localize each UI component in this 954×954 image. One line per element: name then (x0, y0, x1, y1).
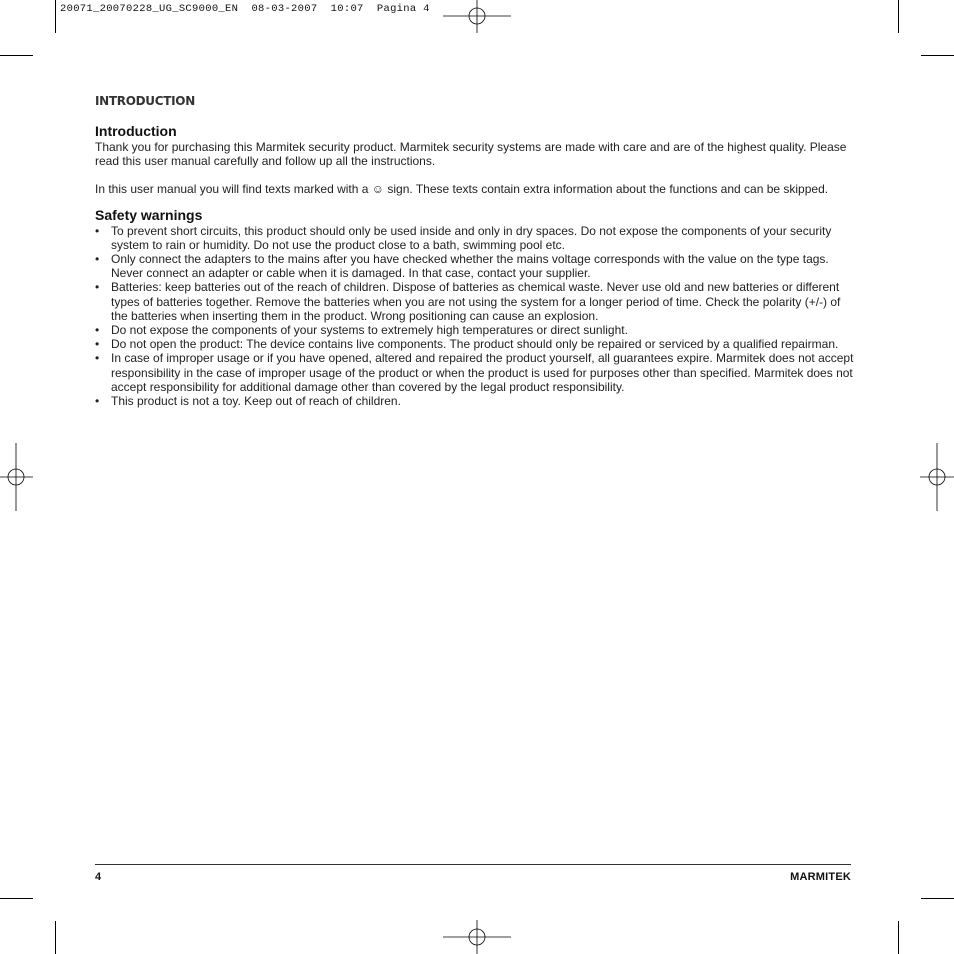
list-item (95, 394, 855, 408)
safety-warnings-list (95, 224, 855, 409)
list-item (95, 323, 855, 337)
registration-mark-left (0, 443, 33, 511)
introduction-paragraph-1: Thank you for purchasing this Marmitek security product. Marmitek security systems are made with care and are of the highest quality. Please read this user manual carefully and follow up all the instructions. (95, 140, 847, 169)
registration-mark-right (920, 443, 954, 511)
list-item (95, 351, 855, 394)
main-content (95, 123, 855, 408)
list-item-text: Do not open the product: The device contains live components. The product should only be repaired or serviced by a qualified repairman. (111, 337, 839, 352)
bullet-icon: • (95, 394, 100, 409)
list-item-text: Batteries: keep batteries out of the reach of children. Dispose of batteries as chemical waste. Never use old and new batteries or different types of batteries together. Remove the batteries when you are not using the system for a longer period of time. Check the polarity (+/-) of the batteries when inserting them in the product. Wrong positioning can cause an explosion. (111, 280, 841, 323)
list-item-text: Do not expose the components of your systems to extremely high temperatures or direct sunlight. (111, 323, 628, 338)
spacer (95, 168, 855, 182)
introduction-heading: Introduction (95, 123, 177, 139)
safety-warnings-heading: Safety warnings (95, 206, 203, 223)
list-item-text: To prevent short circuits, this product should only be used inside and only in dry spaces. Do not expose the components of your security system to rain or humidity. Do not use the product close to a bath, swimming pool etc. (111, 223, 832, 252)
bullet-icon: • (95, 323, 100, 338)
introduction-paragraph-2: In this user manual you will find texts marked with a ☺ sign. These texts contain extra information about the functions and can be skipped. (95, 182, 829, 197)
bullet-icon: • (95, 280, 100, 295)
list-item (95, 224, 855, 252)
bullet-icon: • (95, 351, 100, 366)
list-item (95, 280, 855, 323)
slug-page: Pagina 4 (376, 3, 430, 15)
spacer (95, 197, 855, 207)
slug-file: 20071_20070228_UG_SC9000_EN (60, 3, 239, 15)
footer-divider (95, 864, 851, 865)
registration-mark-bottom (443, 920, 511, 954)
list-item (95, 337, 855, 351)
list-item (95, 252, 855, 280)
section-label: INTRODUCTION (95, 94, 195, 108)
slug-time: 10:07 (330, 3, 364, 15)
list-item-text: This product is not a toy. Keep out of reach of children. (111, 394, 401, 409)
bullet-icon: • (95, 223, 100, 238)
bullet-icon: • (95, 252, 100, 267)
bullet-icon: • (95, 337, 100, 352)
footer-brand: MARMITEK (790, 871, 851, 883)
page-number: 4 (95, 871, 102, 883)
slug-date: 08-03-2007 (251, 3, 318, 15)
registration-mark-top (443, 0, 511, 33)
print-slug (60, 3, 430, 15)
list-item-text: In case of improper usage or if you have opened, altered and repaired the product yourself, all guarantees expire. Marmitek does not accept responsibility in the case of improper usage of the product or when the product is used for purposes other than specified. Marmitek does not accept responsibility for additional damage other than covered by the legal product responsibility. (111, 351, 854, 394)
list-item-text: Only connect the adapters to the mains after you have checked whether the mains voltage corresponds with the value on the type tags. Never connect an adapter or cable when it is damaged. In that case, contact your supplier. (111, 252, 829, 281)
